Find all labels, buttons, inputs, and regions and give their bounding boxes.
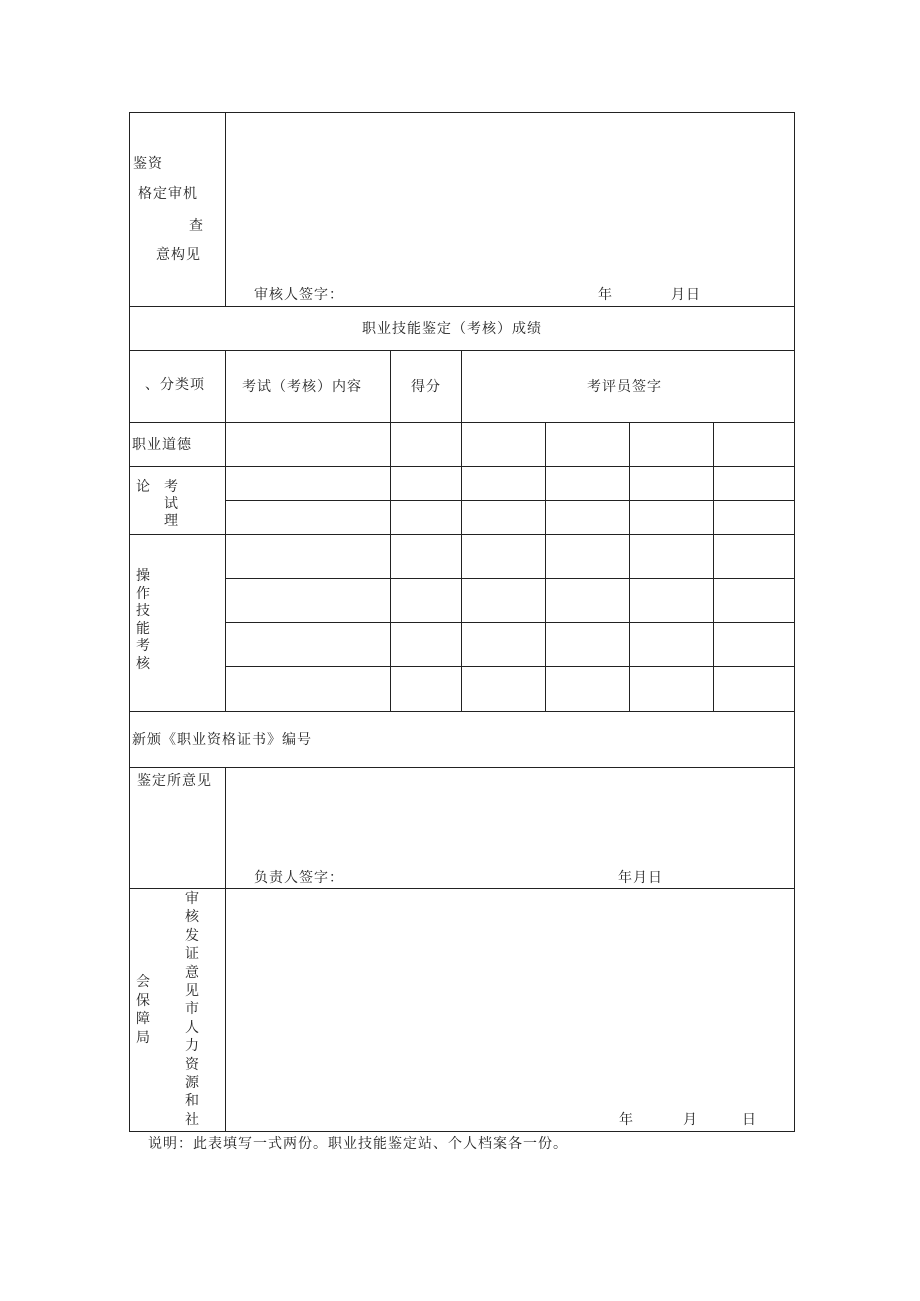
certificate-number-label: 新颁《职业资格证书》编号: [132, 732, 312, 748]
border-left: [129, 112, 130, 1132]
review-year-label: 年: [598, 287, 613, 303]
rule: [129, 422, 795, 423]
header-examiner-signature: 考评员签字: [587, 379, 662, 395]
rule: [129, 888, 795, 889]
col-divider: [225, 350, 226, 712]
review-label-line-3: 查: [189, 218, 204, 234]
rule: [225, 622, 795, 623]
header-score: 得分: [411, 379, 441, 395]
header-content: 考试（考核）内容: [242, 379, 362, 395]
review-label-line-1: 鉴资: [133, 156, 163, 172]
col-divider: [390, 350, 391, 712]
bureau-label-left: 会保障局: [136, 974, 150, 1046]
rule: [129, 534, 795, 535]
footnote: 说明：此表填写一式两份。职业技能鉴定站、个人档案各一份。: [148, 1136, 568, 1152]
review-month-day-label: 月日: [671, 287, 701, 303]
rule: [225, 500, 795, 501]
col-divider: [545, 422, 546, 712]
row-label-theory-a: 论: [136, 479, 150, 495]
col-divider: [461, 350, 462, 712]
scores-title: 职业技能鉴定（考核）成绩: [362, 321, 542, 337]
row-label-ethics: 职业道德: [132, 437, 192, 453]
rule: [129, 350, 795, 351]
col-divider: [629, 422, 630, 712]
rule-bottom: [129, 1131, 795, 1132]
bureau-year-label: 年: [619, 1112, 634, 1128]
row-label-theory-b: 考试理: [164, 479, 178, 529]
station-opinion-label: 鉴定所意见: [137, 773, 212, 789]
border-right: [794, 112, 795, 1132]
col-divider: [225, 767, 226, 1132]
bureau-day-label: 日: [742, 1112, 757, 1128]
review-label-line-4: 意构见: [156, 247, 201, 263]
rule: [129, 466, 795, 467]
rule: [129, 767, 795, 768]
rule-top: [129, 112, 795, 113]
col-divider: [713, 422, 714, 712]
bureau-month-label: 月: [683, 1112, 698, 1128]
station-date-label: 年月日: [618, 870, 663, 886]
station-signature-label: 负责人签字：: [254, 870, 344, 886]
review-label-line-2: 格定审机: [138, 186, 198, 202]
rule: [225, 578, 795, 579]
col-divider: [225, 112, 226, 307]
header-category: 、分类项: [145, 377, 205, 393]
rule: [225, 666, 795, 667]
rule: [129, 711, 795, 712]
bureau-label-right: 审核发证意见市人力资源和社: [185, 891, 199, 1128]
reviewer-signature-label: 审核人签字：: [254, 287, 344, 303]
row-label-practical: 操作技能考核: [136, 568, 150, 672]
rule: [129, 306, 795, 307]
